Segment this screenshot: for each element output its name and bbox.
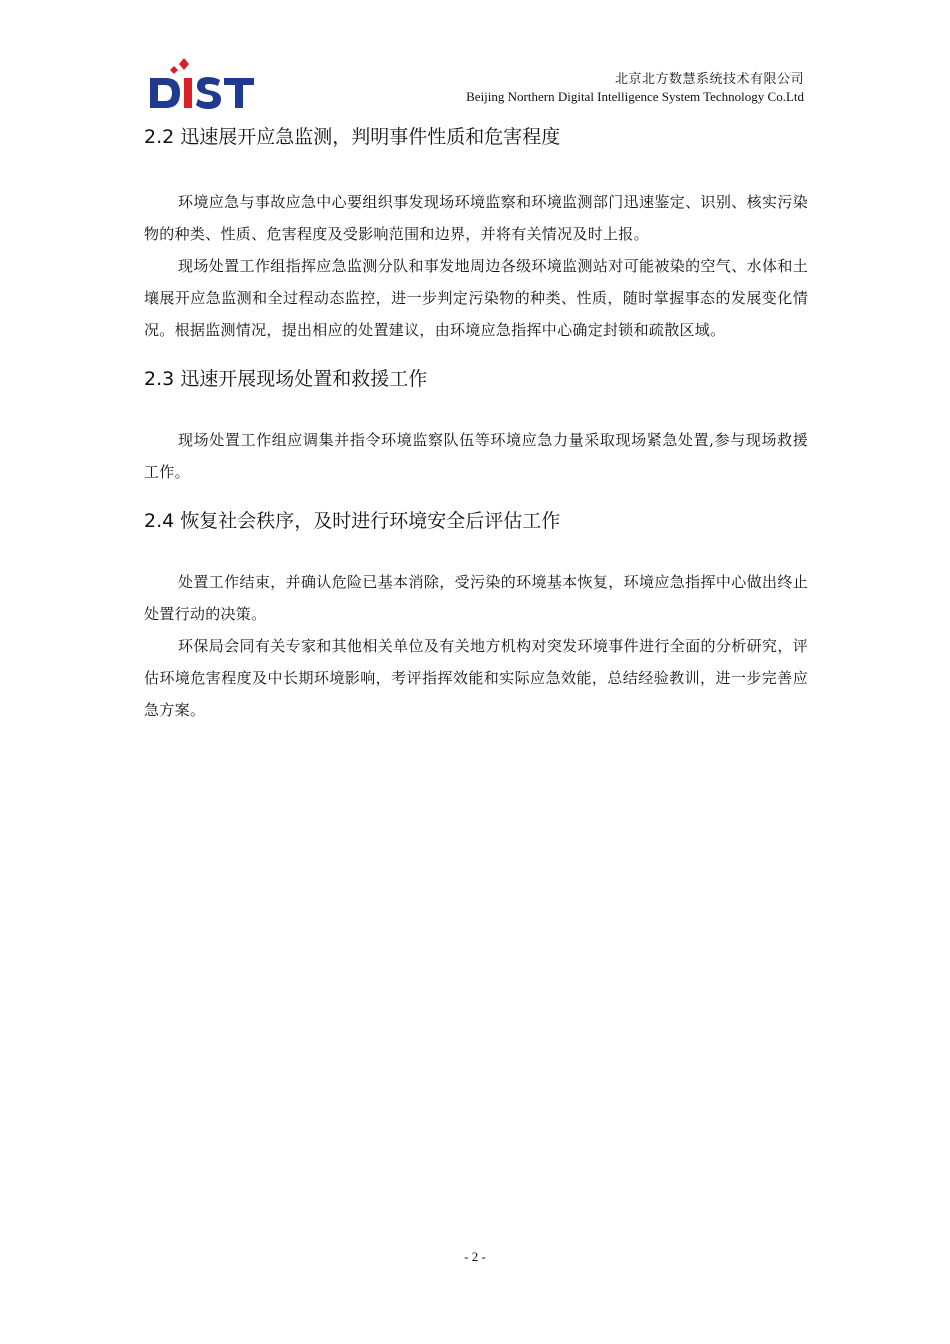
company-name-en: Beijing Northern Digital Intelligence System Technology Co.Ltd xyxy=(466,89,804,104)
paragraph: 环保局会同有关专家和其他相关单位及有关地方机构对突发环境事件进行全面的分析研究，评估环境危害程度及中长期环境影响，考评指挥效能和实际应急效能，总结经验教训，进一步完善应急方案。 xyxy=(144,637,808,719)
paragraph: 现场处置工作组应调集并指令环境监察队伍等环境应急力量采取现场紧急处置,参与现场救援工作。 xyxy=(144,431,808,481)
company-header xyxy=(466,70,804,106)
paragraph: 处置工作结束，并确认危险已基本消除，受污染的环境基本恢复，环境应急指挥中心做出终止处置行动的决策。 xyxy=(144,573,808,623)
section-heading: 2.3 迅速开展现场处置和救援工作 xyxy=(144,368,428,390)
company-name-cn: 北京北方数慧系统技术有限公司 xyxy=(614,71,804,86)
section-heading: 2.2 迅速展开应急监测，判明事件性质和危害程度 xyxy=(144,126,561,148)
company-logo xyxy=(146,56,262,112)
section-heading: 2.4 恢复社会秩序，及时进行环境安全后评估工作 xyxy=(144,510,561,532)
page-number: - 2 - xyxy=(464,1249,486,1264)
paragraph: 环境应急与事故应急中心要组织事发现场环境监察和环境监测部门迅速鉴定、识别、核实污染物的种类、性质、危害程度及受影响范围和边界，并将有关情况及时上报。 xyxy=(144,193,808,243)
paragraph: 现场处置工作组指挥应急监测分队和事发地周边各级环境监测站对可能被染的空气、水体和土壤展开应急监测和全过程动态监控，进一步判定污染物的种类、性质，随时掌握事态的发展变化情况。根据监测情况，提出相应的处置建议，由环境应急指挥中心确定封锁和疏散区域。 xyxy=(144,257,808,339)
document-body xyxy=(144,120,808,726)
